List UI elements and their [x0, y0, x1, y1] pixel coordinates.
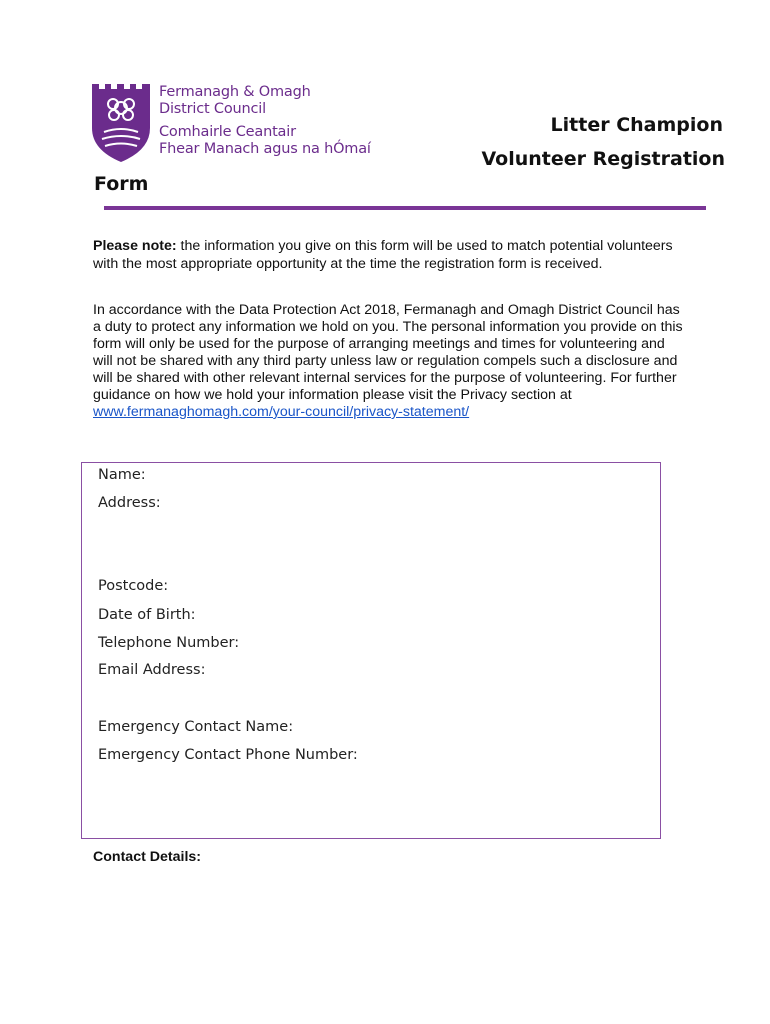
privacy-statement-link[interactable]: www.fermanaghomagh.com/your-council/privacy-statement/: [93, 404, 470, 420]
page-title-line-3: Form: [94, 173, 149, 195]
page-title-line-2: Volunteer Registration: [481, 148, 725, 170]
emergency-contact-name-field-label[interactable]: Emergency Contact Name:: [98, 719, 294, 735]
logo-line-irish-1: Comhairle Ceantair: [159, 124, 296, 140]
postcode-field-label[interactable]: Postcode:: [98, 578, 169, 594]
logo-line-irish-2: Fhear Manach agus na hÓmaí: [159, 141, 371, 157]
contact-details-heading: Contact Details:: [93, 849, 201, 865]
title-divider: [104, 206, 706, 210]
email-field-label[interactable]: Email Address:: [98, 662, 206, 678]
emergency-contact-phone-field-label[interactable]: Emergency Contact Phone Number:: [98, 747, 358, 763]
note-label: Please note:: [93, 238, 177, 254]
registration-form-box: [81, 462, 661, 839]
date-of-birth-field-label[interactable]: Date of Birth:: [98, 607, 196, 623]
address-field-label[interactable]: Address:: [98, 495, 161, 511]
logo-line-english-1: Fermanagh & Omagh: [159, 84, 311, 100]
logo-line-english-2: District Council: [159, 101, 266, 117]
note-text: the information you give on this form will be used to match potential volunteers with the most appropriate opportunity at the time the registration form is received.: [93, 238, 673, 272]
telephone-field-label[interactable]: Telephone Number:: [98, 635, 240, 651]
logo-text: [159, 84, 371, 158]
name-field-label[interactable]: Name:: [98, 467, 146, 483]
council-crest-icon: [92, 84, 150, 162]
privacy-paragraph: [93, 302, 683, 421]
page-title-line-1: Litter Champion: [550, 114, 723, 136]
privacy-text: In accordance with the Data Protection Act 2018, Fermanagh and Omagh District Council has a duty to protect any information we hold on you. The personal information you provide on this form will only be used for the purpose of arranging meetings and times for volunteering and will not be shared with any third party unless law or regulation compels such a disclosure and will be shared with other relevant internal services for the purpose of volunteering. For further guidance on how we hold your information please visit the Privacy section at: [93, 302, 683, 403]
note-paragraph: [93, 237, 683, 273]
council-logo: [92, 84, 392, 166]
